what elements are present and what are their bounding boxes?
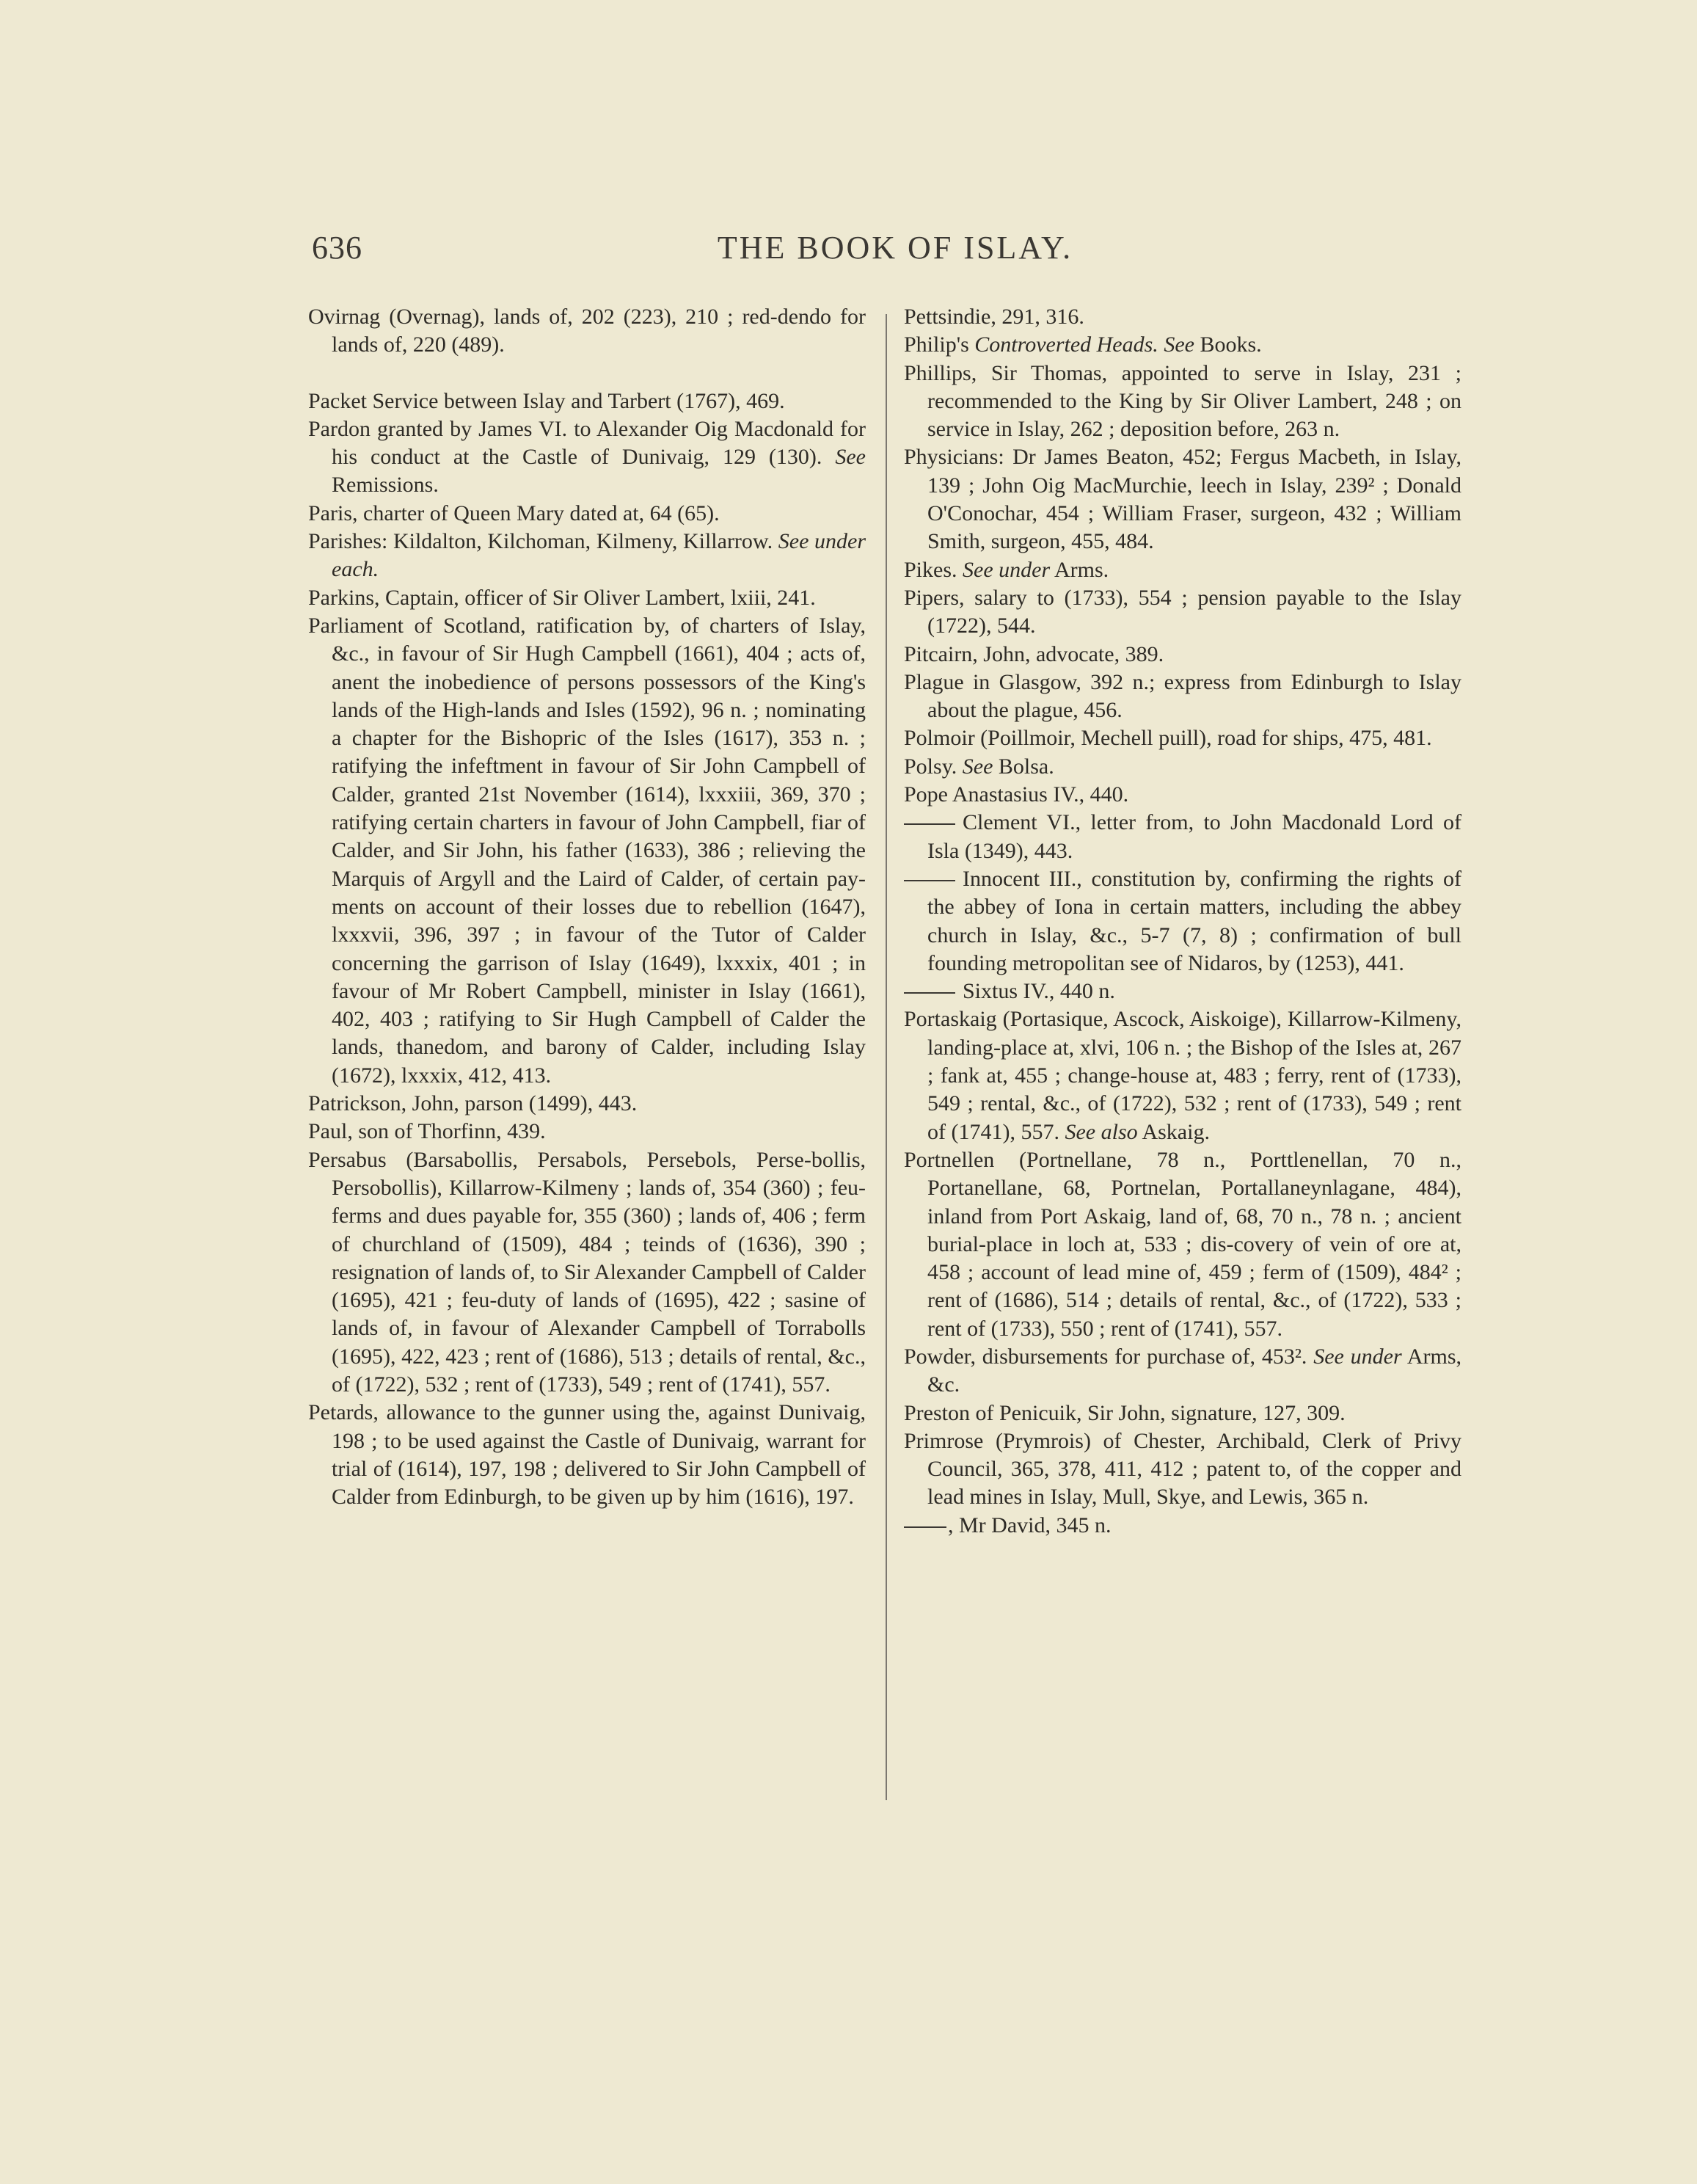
index-subentry: Sixtus IV., 440 n.	[904, 978, 1461, 1005]
index-entry: Petards, allowance to the gunner using the, against Dunivaig, 198 ; to be used against the Castle of Dunivaig, warrant for trial of (1614), 197, 198 ; delivered to Sir John Campbell of Calder from Edinburgh, to be given up by him (1616), 197.	[308, 1400, 866, 1510]
index-column-left	[308, 303, 866, 1511]
index-entry: Pardon granted by James VI. to Alexander Oig Macdonald for his conduct at the Castle of Dunivaig, 129 (130). See Remissions.	[308, 416, 866, 498]
index-subentry: Innocent III., constitution by, confirming the rights of the abbey of Iona in certain matters, including the abbey church in Islay, &c., 5-7 (7, 8) ; confirmation of bull founding metropolitan see of Nidaros, by (1253), 441.	[904, 865, 1461, 978]
index-entry: Philip's Controverted Heads. See Books.	[904, 332, 1262, 357]
page-number: 636	[312, 230, 362, 266]
index-entry: Paul, son of Thorfinn, 439.	[308, 1119, 546, 1144]
index-entry: Persabus (Barsabollis, Persabols, Persebols, Perse-bollis, Persobollis), Killarrow-Kilmeny ; lands of, 354 (360) ; feu-ferms and dues payable for, 355 (360) ; lands of, 406 ; ferm of churchland of (1509), 484 ; teinds of (1636), 390 ; resignation of lands of, to Sir Alexander Campbell of Calder (1695), 421 ; feu-duty of lands of (1695), 422 ; sasine of lands of, in favour of Alexander Campbell of Torrabolls (1695), 422, 423 ; rent of (1686), 513 ; details of rental, &c., of (1722), 532 ; rent of (1733), 549 ; rent of (1741), 557.	[308, 1147, 866, 1397]
index-entry: Powder, disbursements for purchase of, 453². See under Arms, &c.	[904, 1344, 1461, 1397]
index-entry: Polmoir (Poillmoir, Mechell puill), road for ships, 475, 481.	[904, 726, 1432, 751]
running-title: THE BOOK OF ISLAY.	[717, 230, 1073, 266]
index-entry: Preston of Penicuik, Sir John, signature, 127, 309.	[904, 1400, 1346, 1425]
repeat-dash	[904, 823, 955, 825]
index-subentry: Clement VI., letter from, to John Macdonald Lord of Isla (1349), 443.	[904, 809, 1461, 865]
index-entry: Ovirnag (Overnag), lands of, 202 (223), 210 ; red-dendo for lands of, 220 (489).	[308, 305, 866, 357]
page-header	[312, 229, 1478, 270]
column-divider	[886, 314, 887, 1800]
index-entry: Pipers, salary to (1733), 554 ; pension payable to the Islay (1722), 544.	[904, 585, 1461, 638]
index-entry: Paris, charter of Queen Mary dated at, 64 (65).	[308, 500, 720, 525]
repeat-dash	[904, 880, 955, 881]
index-entry: Pettsindie, 291, 316.	[904, 305, 1084, 329]
index-entry: Portnellen (Portnellane, 78 n., Porttlenellan, 70 n., Portanellane, 68, Portnelan, Portallaneynlagane, 484), inland from Port Askaig, land of, 68, 70 n., 78 n. ; ancient burial-place in loch at, 533 ; dis-covery of vein of ore at, 458 ; account of lead mine of, 459 ; ferm of (1509), 484² ; rent of (1686), 514 ; details of rental, &c., of (1722), 533 ; rent of (1733), 550 ; rent of (1741), 557.	[904, 1147, 1461, 1341]
index-entry: Patrickson, John, parson (1499), 443.	[308, 1091, 638, 1116]
index-entry: Pope Anastasius IV., 440.	[904, 782, 1129, 807]
index-entry: Packet Service between Islay and Tarbert (1767), 469.	[308, 388, 785, 413]
index-entry: Parliament of Scotland, ratification by, of charters of Islay, &c., in favour of Sir Hugh Campbell (1661), 404 ; acts of, anent the inobedience of persons possessors of the King's lands of the High-lands and Isles (1592), 96 n. ; nominating a chapter for the Bishopric of the Isles (1617), 353 n. ; ratifying the infeftment in favour of Sir John Campbell of Calder, granted 21st November (1614), lxxxiii, 369, 370 ; ratifying certain charters in favour of John Campbell, fiar of Calder, and Sir John, his father (1633), 386 ; relieving the Marquis of Argyll and the Laird of Calder, of certain pay-ments on account of their losses due to rebellion (1647), lxxxvii, 396, 397 ; in favour of the Tutor of Calder concerning the garrison of Islay (1649), lxxxix, 401 ; in favour of Mr Robert Campbell, minister in Islay (1661), 402, 403 ; ratifying to Sir Hugh Campbell of Calder the lands, thanedom, and barony of Calder, including Islay (1672), lxxxix, 412, 413.	[308, 613, 866, 1088]
repeat-dash	[904, 1526, 946, 1528]
index-entry: Physicians: Dr James Beaton, 452; Fergus Macbeth, in Islay, 139 ; John Oig MacMurchie, leech in Islay, 239² ; Donald O'Conochar, 454 ; William Fraser, surgeon, 432 ; William Smith, surgeon, 455, 484.	[904, 445, 1461, 554]
index-entry: Portaskaig (Portasique, Ascock, Aiskoige), Killarrow-Kilmeny, landing-place at, xlvi, 106 n. ; the Bishop of the Isles at, 267 ; fank at, 455 ; change-house at, 483 ; ferry, rent of (1733), 549 ; rental, &c., of (1722), 532 ; rent of (1733), 549 ; rent of (1741), 557. See also Askaig.	[904, 1007, 1461, 1144]
index-entry: Plague in Glasgow, 392 n.; express from Edinburgh to Islay about the plague, 456.	[904, 669, 1461, 723]
index-entry: Phillips, Sir Thomas, appointed to serve in Islay, 231 ; recommended to the King by Sir Oliver Lambert, 248 ; on service in Islay, 262 ; deposition before, 263 n.	[904, 360, 1461, 442]
index-column-right	[904, 303, 1461, 1540]
index-entry: Pitcairn, John, advocate, 389.	[904, 641, 1164, 666]
index-entry: Parishes: Kildalton, Kilchoman, Kilmeny, Killarrow. See under each.	[308, 529, 866, 582]
repeat-dash	[904, 992, 955, 994]
index-entry: Primrose (Prymrois) of Chester, Archibald, Clerk of Privy Council, 365, 378, 411, 412 ; patent to, of the copper and lead mines in Islay, Mull, Skye, and Lewis, 365 n.	[904, 1428, 1461, 1510]
index-entry: Pikes. See under Arms.	[904, 557, 1109, 582]
index-entry: Parkins, Captain, officer of Sir Oliver Lambert, lxiii, 241.	[308, 585, 816, 610]
index-entry: Polsy. See Bolsa.	[904, 754, 1054, 779]
index-subentry: , Mr David, 345 n.	[904, 1512, 1461, 1540]
